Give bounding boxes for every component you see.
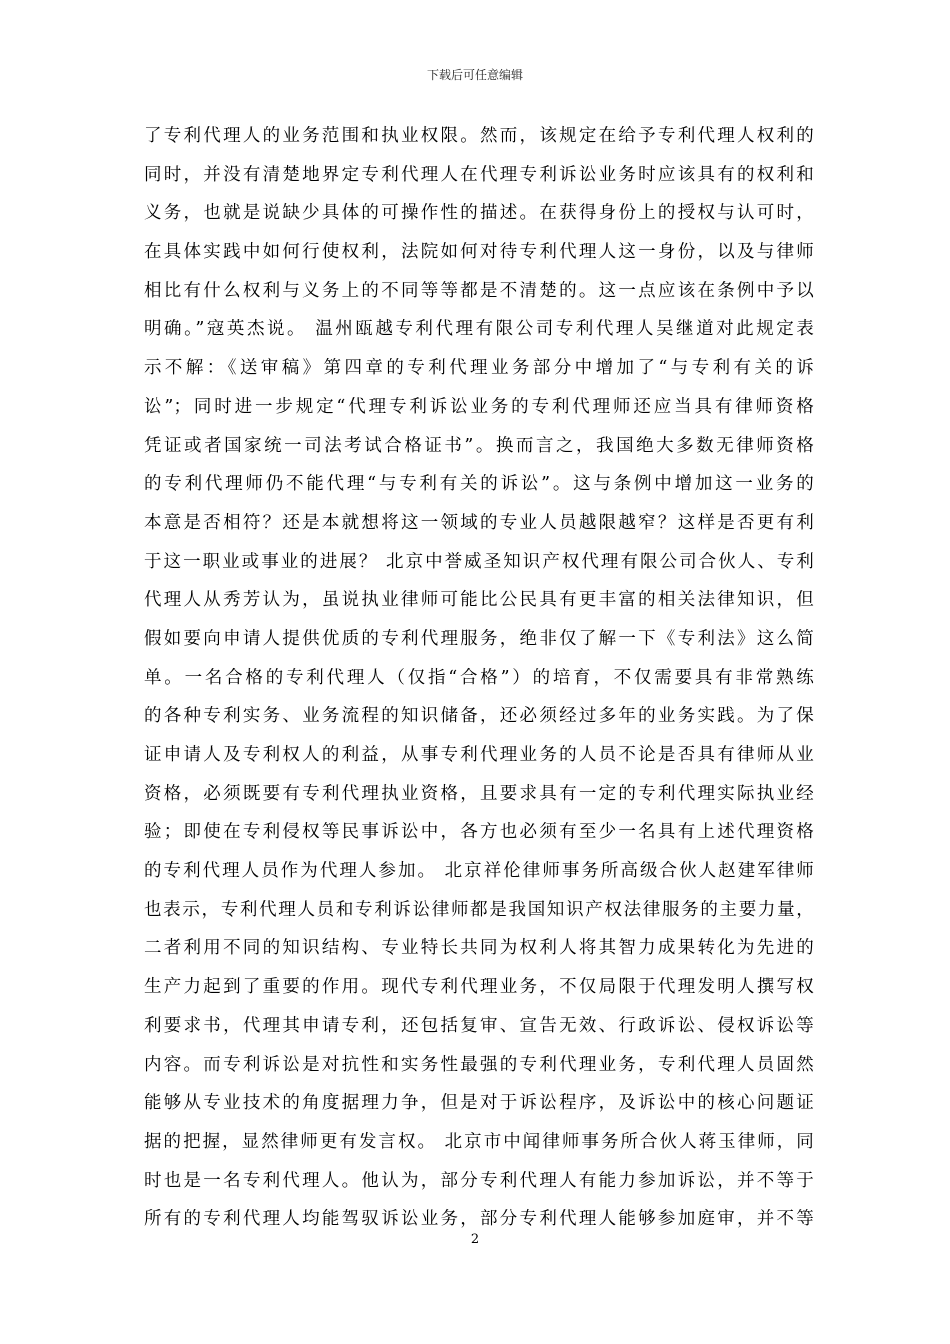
text-line: 本意是否相符？还是本就想将这一领域的专业人员越限越窄？这样是否更有利: [144, 512, 814, 533]
text-line: 证申请人及专利权人的利益，从事专利代理业务的人员不论是否具有律师从业: [144, 745, 814, 765]
text-line: 义务，也就是说缺少具体的可操作性的描述。在获得身份上的授权与认可时，: [144, 203, 814, 224]
text-line: 的专利代理人员作为代理人参加。 北京祥伦律师事务所高级合伙人赵建军律师: [144, 861, 814, 882]
text-line: 二者利用不同的知识结构、专业特长共同为权利人将其智力成果转化为先进的: [144, 938, 814, 959]
text-line: 资格，必须既要有专利代理执业资格，且要求具有一定的专利代理实际执业经: [144, 783, 814, 804]
page-header: 下载后可任意编辑: [426, 68, 523, 82]
text-line: 讼”；同时进一步规定“代理专利诉讼业务的专利代理师还应当具有律师资格: [144, 396, 814, 417]
text-line: 也表示，专利代理人员和专利诉讼律师都是我国知识产权法律服务的主要力量，: [144, 899, 814, 920]
text-line: 同时，并没有清楚地界定专利代理人在代理专利诉讼业务时应该具有的权利和: [144, 164, 814, 185]
text-line: 所有的专利代理人均能驾驭诉讼业务，部分专利代理人能够参加庭审，并不等: [144, 1209, 814, 1230]
text-line: 生产力起到了重要的作用。现代专利代理业务，不仅局限于代理发明人撰写权: [144, 977, 814, 998]
text-line: 据的把握，显然律师更有发言权。 北京市中闻律师事务所合伙人蒋玉律师，同: [144, 1131, 814, 1152]
text-line: 示不解：《送审稿》第四章的专利代理业务部分中增加了“与专利有关的诉: [144, 358, 814, 379]
text-line: 明确。”寇英杰说。 温州瓯越专利代理有限公司专利代理人吴继道对此规定表: [144, 319, 814, 340]
text-line: 了专利代理人的业务范围和执业权限。然而，该规定在给予专利代理人权利的: [144, 126, 814, 146]
text-line: 利要求书，代理其申请专利，还包括复审、宣告无效、行政诉讼、侵权诉讼等: [144, 1015, 814, 1036]
body-text: [144, 117, 814, 1239]
text-line: 的各种专利实务、业务流程的知识储备，还必须经过多年的业务实践。为了保: [144, 706, 814, 727]
text-line: 相比有什么权利与义务上的不同等等都是不清楚的。这一点应该在条例中予以: [144, 280, 814, 301]
text-line: 时也是一名专利代理人。他认为，部分专利代理人有能力参加诉讼，并不等于: [144, 1170, 814, 1191]
text-line: 在具体实践中如何行使权利，法院如何对待专利代理人这一身份，以及与律师: [144, 242, 814, 263]
text-line: 凭证或者国家统一司法考试合格证书”。换而言之，我国绝大多数无律师资格: [144, 435, 814, 456]
text-line: 假如要向申请人提供优质的专利代理服务，绝非仅了解一下《专利法》这么简: [144, 628, 814, 649]
text-line: 于这一职业或事业的进展？ 北京中誉威圣知识产权代理有限公司合伙人、专利: [144, 551, 814, 572]
text-line: 单。一名合格的专利代理人（仅指“合格”）的培育，不仅需要具有非常熟练: [144, 667, 814, 688]
text-line: 代理人从秀芳认为，虽说执业律师可能比公民具有更丰富的相关法律知识，但: [144, 590, 814, 611]
text-line: 的专利代理师仍不能代理“与专利有关的诉讼”。这与条例中增加这一业务的: [144, 474, 814, 495]
page-number: 2: [470, 1232, 480, 1247]
text-line: 内容。而专利诉讼是对抗性和实务性最强的专利代理业务，专利代理人员固然: [144, 1054, 814, 1075]
text-line: 能够从专业技术的角度据理力争，但是对于诉讼程序，及诉讼中的核心问题证: [144, 1093, 814, 1114]
text-line: 验；即使在专利侵权等民事诉讼中，各方也必须有至少一名具有上述代理资格: [144, 822, 814, 843]
